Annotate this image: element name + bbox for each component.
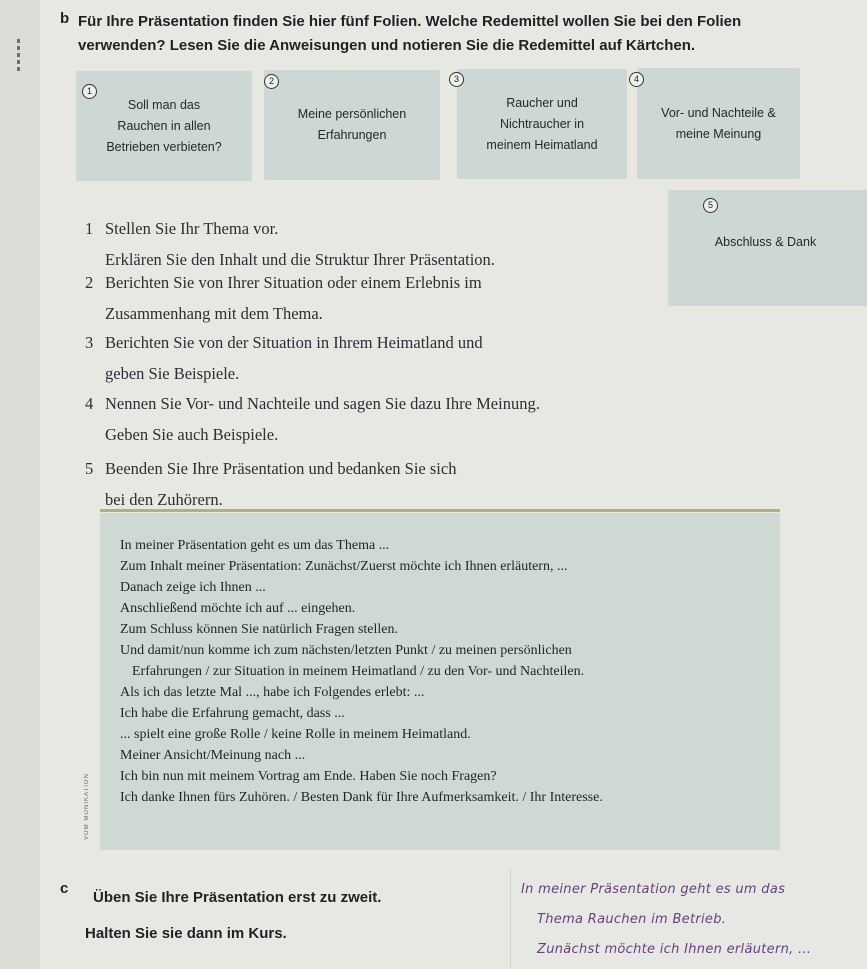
exercise-c-line-2: Halten Sie sie dann im Kurs. xyxy=(85,925,287,942)
vertical-publisher-label: VOM MONIKATION xyxy=(84,773,90,841)
exercise-b-line-1: Für Ihre Präsentation finden Sie hier fünf Folien. Welche Redemittel wollen Sie bei den Folien xyxy=(78,13,742,30)
phrase-9: Ich habe die Erfahrung gemacht, dass ... xyxy=(120,706,345,721)
left-margin-strip xyxy=(0,0,40,969)
slide-number-1: 1 xyxy=(82,84,97,99)
task-4-line-2: Geben Sie auch Beispiele. xyxy=(105,425,279,444)
slide-card-5 xyxy=(668,190,867,306)
task-1-number: 1 xyxy=(85,219,94,238)
task-3-line-1: Berichten Sie von der Situation in Ihrem Heimatland und xyxy=(105,333,483,352)
task-2-number: 2 xyxy=(85,273,94,292)
slide-3-line-3: meinem Heimatland xyxy=(486,137,598,152)
slide-4-line-1: Vor- und Nachteile & xyxy=(661,105,776,120)
task-3-line-2: geben Sie Beispiele. xyxy=(105,364,240,383)
task-item-1 xyxy=(85,213,495,275)
slide-1-line-1: Soll man das xyxy=(127,97,201,112)
slide-2-line-2: Erfahrungen xyxy=(317,128,387,142)
task-5-line-1: Beenden Sie Ihre Präsentation und bedanken Sie sich xyxy=(105,459,457,478)
phrase-6: Und damit/nun komme ich zum nächsten/letzten Punkt / zu meinen persönlichen xyxy=(120,643,572,658)
task-3-number: 3 xyxy=(85,333,94,352)
slide-number-2: 2 xyxy=(264,74,279,89)
slide-1-line-2: Rauchen in allen xyxy=(117,118,211,133)
exercise-c-letter: c xyxy=(60,880,69,897)
phrase-box-rule xyxy=(100,509,780,512)
slide-card-2 xyxy=(264,70,440,180)
phrase-7: Erfahrungen / zur Situation in meinem Heimatland / zu den Vor- und Nachteilen. xyxy=(132,664,585,679)
task-item-4 xyxy=(85,388,540,450)
margin-marker-icon xyxy=(14,36,24,76)
task-1-line-1: Stellen Sie Ihr Thema vor. xyxy=(105,219,279,238)
slide-number-3: 3 xyxy=(449,72,464,87)
slide-card-4 xyxy=(637,68,800,179)
task-5-number: 5 xyxy=(85,459,94,478)
slide-card-3 xyxy=(457,69,627,179)
task-4-number: 4 xyxy=(85,394,94,413)
phrase-4: Anschließend möchte ich auf ... eingehen. xyxy=(120,601,356,616)
handwritten-line-2: Thema Rauchen im Betrieb. xyxy=(537,912,727,927)
handwritten-line-3: Zunächst möchte ich Ihnen erläutern, ... xyxy=(537,942,812,957)
phrase-3: Danach zeige ich Ihnen ... xyxy=(120,580,266,595)
phrase-11: Meiner Ansicht/Meinung nach ... xyxy=(120,748,306,763)
slide-2-line-1: Meine persönlichen xyxy=(297,107,407,121)
exercise-b-instructions xyxy=(78,10,853,58)
exercise-c-line-1: Üben Sie Ihre Präsentation erst zu zweit. xyxy=(93,889,382,906)
slide-1-line-3: Betrieben verbieten? xyxy=(106,139,222,154)
task-2-line-1: Berichten Sie von Ihrer Situation oder einem Erlebnis im xyxy=(105,273,482,292)
phrase-13: Ich danke Ihnen fürs Zuhören. / Besten Dank für Ihre Aufmerksamkeit. / Ihr Interesse. xyxy=(120,790,603,805)
phrase-10: ... spielt eine große Rolle / keine Rolle in meinem Heimatland. xyxy=(120,727,471,742)
phrase-1: In meiner Präsentation geht es um das Thema ... xyxy=(120,538,390,553)
exercise-b-line-2: verwenden? Lesen Sie die Anweisungen und notieren Sie die Redemittel auf Kärtchen. xyxy=(78,37,696,54)
slide-3-line-1: Raucher und xyxy=(506,95,578,110)
task-item-5 xyxy=(85,453,456,515)
task-4-line-1: Nennen Sie Vor- und Nachteile und sagen Sie dazu Ihre Meinung. xyxy=(105,394,540,413)
exercise-b-letter: b xyxy=(60,10,70,27)
phrase-12: Ich bin nun mit meinem Vortrag am Ende. Haben Sie noch Fragen? xyxy=(120,769,497,784)
slide-4-line-2: meine Meinung xyxy=(675,126,762,141)
handwritten-line-1: In meiner Präsentation geht es um das xyxy=(521,882,786,897)
task-2-line-2: Zusammenhang mit dem Thema. xyxy=(105,304,323,323)
task-item-3 xyxy=(85,327,483,389)
slide-5-line-1: Abschluss & Dank xyxy=(714,234,817,249)
phrase-8: Als ich das letzte Mal ..., habe ich Folgendes erlebt: ... xyxy=(120,685,425,700)
slide-number-5: 5 xyxy=(703,198,718,213)
task-item-2 xyxy=(85,267,482,329)
exercise-c-instructions xyxy=(85,880,382,952)
slide-3-line-2: Nichtraucher in xyxy=(499,116,585,131)
phrase-5: Zum Schluss können Sie natürlich Fragen stellen. xyxy=(120,622,399,637)
task-5-line-2: bei den Zuhörern. xyxy=(105,490,223,509)
phrase-2: Zum Inhalt meiner Präsentation: Zunächst/Zuerst möchte ich Ihnen erläutern, ... xyxy=(120,559,568,574)
task-1-line-2: Erklären Sie den Inhalt und die Struktur Ihrer Präsentation. xyxy=(105,250,495,269)
slide-number-4: 4 xyxy=(629,72,644,87)
slide-card-1 xyxy=(76,71,252,181)
